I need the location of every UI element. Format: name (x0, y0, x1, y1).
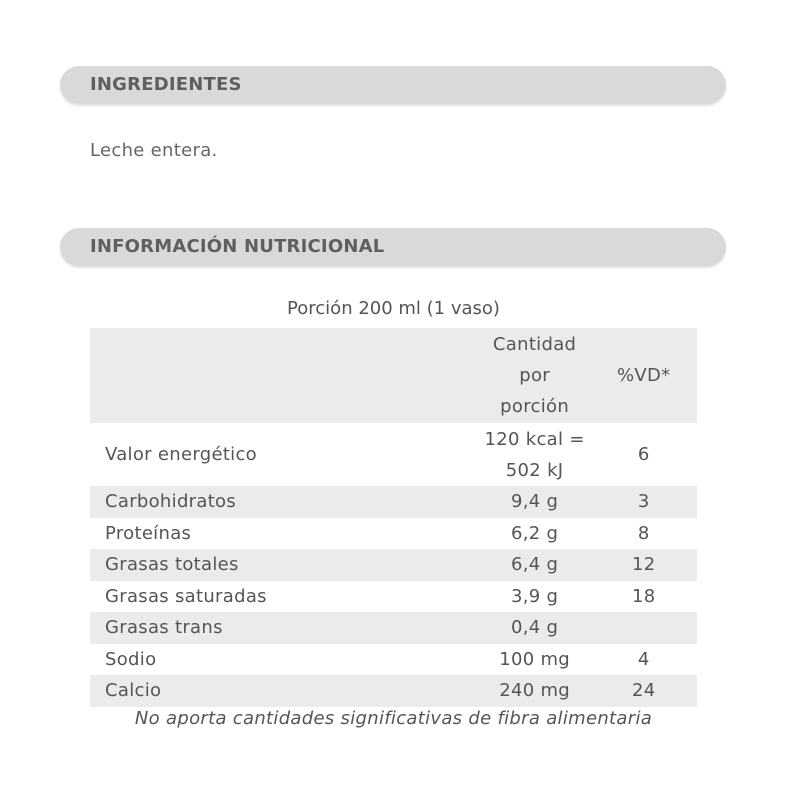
row-qty: 0,4 g (510, 617, 559, 639)
row-name: Grasas saturadas (105, 585, 267, 607)
header-qty-line2: por (519, 365, 550, 386)
table-row (90, 486, 697, 518)
row-name: Sodio (105, 648, 157, 670)
row-vd (590, 612, 697, 644)
portion-label: Porción 200 ml (1 vaso) (287, 298, 500, 319)
nutrition-table (90, 328, 697, 707)
row-vd: 4 (637, 648, 650, 670)
row-name: Grasas totales (105, 554, 239, 576)
header-qty-cell (479, 328, 591, 423)
table-row (90, 549, 697, 581)
row-qty-line1: 120 kcal = (484, 428, 585, 450)
row-qty: 100 mg (499, 648, 571, 670)
table-row (90, 518, 697, 550)
row-qty: 9,4 g (510, 491, 559, 513)
ingredients-text: Leche entera. (90, 140, 218, 161)
row-qty-line2: 502 kJ (505, 459, 564, 481)
header-name-cell (90, 328, 479, 423)
nutrition-header: INFORMACIÓN NUTRICIONAL (60, 228, 726, 266)
table-row (90, 423, 697, 486)
ingredients-header: INGREDIENTES (60, 66, 726, 104)
row-qty (479, 423, 591, 486)
table-row (90, 644, 697, 676)
footnote: No aporta cantidades significativas de fibra alimentaria (134, 708, 653, 729)
table-header-row (90, 328, 697, 423)
row-qty: 240 mg (499, 680, 571, 702)
row-qty: 6,2 g (510, 522, 559, 544)
header-vd-cell: %VD* (616, 365, 671, 386)
table-row (90, 612, 697, 644)
row-vd: 18 (631, 585, 656, 607)
row-vd: 12 (631, 554, 656, 576)
header-qty-line3: porción (500, 396, 570, 417)
table-row (90, 581, 697, 613)
row-name: Grasas trans (105, 617, 223, 639)
row-qty: 6,4 g (510, 554, 559, 576)
row-name: Valor energético (105, 444, 257, 465)
row-vd: 3 (637, 491, 650, 513)
table-row (90, 675, 697, 707)
row-name: Proteínas (105, 522, 192, 544)
header-qty-line1: Cantidad (492, 334, 577, 355)
row-vd: 8 (637, 522, 650, 544)
row-vd: 24 (631, 680, 656, 702)
row-name: Carbohidratos (105, 491, 237, 513)
row-qty: 3,9 g (510, 585, 559, 607)
row-vd: 6 (637, 444, 650, 465)
row-name: Calcio (105, 680, 162, 702)
